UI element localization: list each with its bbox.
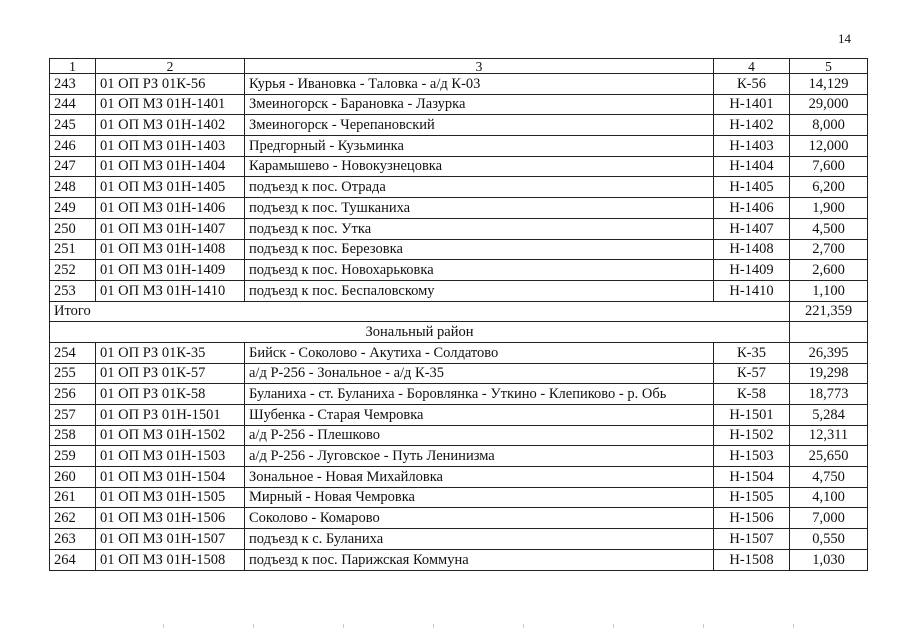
road-id-cell: 01 ОП МЗ 01Н-1507 [96,529,245,550]
road-code-cell: Н-1502 [714,425,790,446]
scan-noise-line [95,624,855,628]
table-row [50,260,868,281]
road-length-cell: 2,600 [790,260,868,281]
table-row [50,384,868,405]
road-id-cell: 01 ОП МЗ 01Н-1408 [96,239,245,260]
road-id-cell: 01 ОП МЗ 01Н-1407 [96,218,245,239]
row-number-cell: 253 [50,280,96,301]
road-length-cell: 26,395 [790,342,868,363]
road-id-cell: 01 ОП МЗ 01Н-1503 [96,446,245,467]
section-header-row [50,322,868,343]
table-row [50,405,868,426]
road-name-cell: Предгорный - Кузьминка [245,136,714,157]
road-name-cell: Бийск - Соколово - Акутиха - Солдатово [245,342,714,363]
total-row [50,301,868,322]
table-row [50,529,868,550]
road-id-cell: 01 ОП РЗ 01К-57 [96,363,245,384]
road-name-cell: Карамышево - Новокузнецовка [245,156,714,177]
table-row [50,94,868,115]
road-length-cell: 4,100 [790,487,868,508]
page-number: 14 [838,31,851,46]
row-number-cell: 257 [50,405,96,426]
section-empty-cell [790,322,868,343]
road-name-cell: Буланиха - ст. Буланиха - Боровлянка - Уткино - Клепиково - р. Обь [245,384,714,405]
road-code-cell: Н-1503 [714,446,790,467]
row-number-cell: 244 [50,94,96,115]
road-id-cell: 01 ОП МЗ 01Н-1402 [96,115,245,136]
table-row [50,467,868,488]
road-code-cell: Н-1507 [714,529,790,550]
row-number-cell: 254 [50,342,96,363]
road-length-cell: 2,700 [790,239,868,260]
road-code-cell: Н-1402 [714,115,790,136]
table-row [50,177,868,198]
row-number-cell: 252 [50,260,96,281]
row-number-cell: 262 [50,508,96,529]
road-length-cell: 6,200 [790,177,868,198]
road-code-cell: К-57 [714,363,790,384]
road-length-cell: 25,650 [790,446,868,467]
road-length-cell: 1,030 [790,549,868,570]
column-header-row [50,59,868,74]
row-number-cell: 263 [50,529,96,550]
table-row [50,115,868,136]
road-length-cell: 1,100 [790,280,868,301]
table-row [50,280,868,301]
row-number-cell: 247 [50,156,96,177]
road-id-cell: 01 ОП МЗ 01Н-1405 [96,177,245,198]
roads-table [49,58,868,571]
road-name-cell: Зональное - Новая Михайловка [245,467,714,488]
road-id-cell: 01 ОП РЗ 01К-58 [96,384,245,405]
table-row [50,156,868,177]
road-length-cell: 8,000 [790,115,868,136]
row-number-cell: 256 [50,384,96,405]
road-name-cell: Мирный - Новая Чемровка [245,487,714,508]
road-name-cell: а/д Р-256 - Луговское - Путь Ленинизма [245,446,714,467]
road-id-cell: 01 ОП МЗ 01Н-1502 [96,425,245,446]
total-label-cell: Итого [50,301,790,322]
road-id-cell: 01 ОП МЗ 01Н-1504 [96,467,245,488]
row-number-cell: 261 [50,487,96,508]
road-name-cell: Курья - Ивановка - Таловка - а/д К-03 [245,74,714,95]
column-header-3: 3 [245,59,714,74]
column-header-1: 1 [50,59,96,74]
table-row [50,342,868,363]
road-length-cell: 0,550 [790,529,868,550]
road-id-cell: 01 ОП МЗ 01Н-1410 [96,280,245,301]
road-code-cell: К-56 [714,74,790,95]
road-name-cell: подъезд к пос. Новохарьковка [245,260,714,281]
road-code-cell: Н-1406 [714,198,790,219]
column-header-2: 2 [96,59,245,74]
road-code-cell: Н-1404 [714,156,790,177]
table-row [50,508,868,529]
road-name-cell: подъезд к пос. Парижская Коммуна [245,549,714,570]
road-code-cell: Н-1508 [714,549,790,570]
row-number-cell: 255 [50,363,96,384]
road-code-cell: Н-1403 [714,136,790,157]
road-length-cell: 4,500 [790,218,868,239]
road-code-cell: Н-1407 [714,218,790,239]
road-id-cell: 01 ОП МЗ 01Н-1401 [96,94,245,115]
table-row [50,363,868,384]
road-name-cell: подъезд к пос. Березовка [245,239,714,260]
road-length-cell: 29,000 [790,94,868,115]
road-id-cell: 01 ОП МЗ 01Н-1508 [96,549,245,570]
table-row [50,218,868,239]
road-id-cell: 01 ОП МЗ 01Н-1505 [96,487,245,508]
row-number-cell: 258 [50,425,96,446]
road-name-cell: Соколово - Комарово [245,508,714,529]
road-code-cell: Н-1506 [714,508,790,529]
road-length-cell: 12,311 [790,425,868,446]
table-row [50,425,868,446]
row-number-cell: 246 [50,136,96,157]
road-length-cell: 4,750 [790,467,868,488]
road-id-cell: 01 ОП РЗ 01К-35 [96,342,245,363]
road-code-cell: Н-1408 [714,239,790,260]
road-code-cell: Н-1501 [714,405,790,426]
road-id-cell: 01 ОП МЗ 01Н-1406 [96,198,245,219]
table-row [50,198,868,219]
road-code-cell: Н-1401 [714,94,790,115]
table-row [50,136,868,157]
road-name-cell: Змеиногорск - Барановка - Лазурка [245,94,714,115]
total-value-cell: 221,359 [790,301,868,322]
table-row [50,487,868,508]
road-name-cell: Шубенка - Старая Чемровка [245,405,714,426]
road-id-cell: 01 ОП МЗ 01Н-1403 [96,136,245,157]
roads-table-body [50,59,868,571]
road-id-cell: 01 ОП МЗ 01Н-1404 [96,156,245,177]
road-code-cell: К-58 [714,384,790,405]
road-name-cell: подъезд к пос. Тушканиха [245,198,714,219]
row-number-cell: 259 [50,446,96,467]
road-name-cell: а/д Р-256 - Зональное - а/д К-35 [245,363,714,384]
road-length-cell: 7,000 [790,508,868,529]
section-title-cell: Зональный район [50,322,790,343]
road-name-cell: подъезд к пос. Беспаловскому [245,280,714,301]
road-length-cell: 12,000 [790,136,868,157]
row-number-cell: 248 [50,177,96,198]
road-length-cell: 19,298 [790,363,868,384]
row-number-cell: 250 [50,218,96,239]
row-number-cell: 251 [50,239,96,260]
road-name-cell: подъезд к пос. Утка [245,218,714,239]
road-id-cell: 01 ОП РЗ 01К-56 [96,74,245,95]
row-number-cell: 260 [50,467,96,488]
road-length-cell: 1,900 [790,198,868,219]
road-name-cell: Змеиногорск - Черепановский [245,115,714,136]
row-number-cell: 245 [50,115,96,136]
road-code-cell: Н-1405 [714,177,790,198]
road-code-cell: Н-1505 [714,487,790,508]
table-row [50,239,868,260]
road-code-cell: К-35 [714,342,790,363]
road-length-cell: 7,600 [790,156,868,177]
row-number-cell: 249 [50,198,96,219]
road-name-cell: подъезд к с. Буланиха [245,529,714,550]
table-row [50,446,868,467]
road-id-cell: 01 ОП РЗ 01Н-1501 [96,405,245,426]
road-id-cell: 01 ОП МЗ 01Н-1409 [96,260,245,281]
road-length-cell: 5,284 [790,405,868,426]
row-number-cell: 264 [50,549,96,570]
road-code-cell: Н-1410 [714,280,790,301]
road-name-cell: подъезд к пос. Отрада [245,177,714,198]
column-header-5: 5 [790,59,868,74]
table-row [50,74,868,95]
road-code-cell: Н-1409 [714,260,790,281]
road-name-cell: а/д Р-256 - Плешково [245,425,714,446]
row-number-cell: 243 [50,74,96,95]
column-header-4: 4 [714,59,790,74]
road-code-cell: Н-1504 [714,467,790,488]
road-id-cell: 01 ОП МЗ 01Н-1506 [96,508,245,529]
road-length-cell: 18,773 [790,384,868,405]
road-length-cell: 14,129 [790,74,868,95]
table-row [50,549,868,570]
